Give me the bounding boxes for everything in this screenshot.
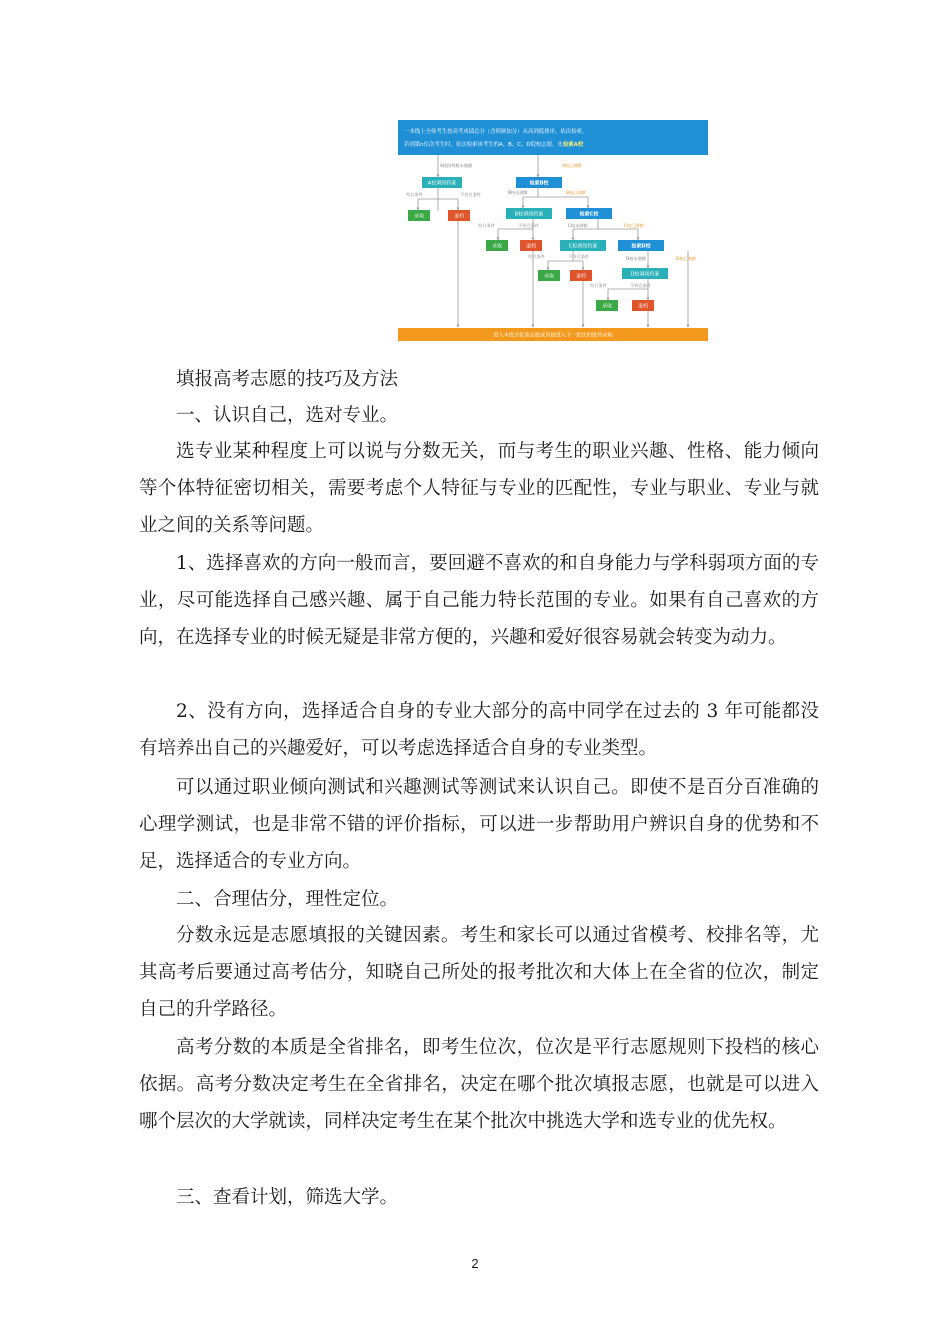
box-search-d-label: 检索D校 (631, 243, 651, 250)
label-a-full: A校已满额 (562, 163, 582, 168)
flow-top-highlight: 检索A校 (562, 142, 584, 148)
flow-bottom-text: 进入本批次征集志愿或直接进入下一批次的投档录取 (493, 332, 613, 339)
box-search-c-label: 检索C校 (579, 211, 599, 218)
label-b-not-meets: 不符合条件 (518, 223, 539, 228)
box-b-reject-label: 退档 (525, 243, 537, 250)
label-c-meets: 符合条件 (528, 254, 545, 259)
box-search-b-label: 检索B校 (529, 180, 549, 187)
box-d-reject-label: 退档 (637, 303, 649, 310)
box-c-reject-label: 退档 (575, 273, 587, 280)
admission-flowchart (398, 117, 711, 341)
flow-top-banner (398, 120, 708, 155)
paragraph-4: 可以通过职业倾向测试和兴趣测试等测试来认识自己。即使不是百分百准确的心理学测试，也是非常不错的评价指标，可以进一步帮助用户辨识自身的优势和不足，选择适合的专业方向。 (139, 777, 819, 872)
section-heading-1: 一、认识自己，选对专业。 (176, 405, 399, 426)
label-a-not-meets: 不符合条件 (460, 192, 481, 197)
paragraph-1: 选专业某种程度上可以说与分数无关，而与考生的职业兴趣、性格、能力倾向等个体特征密切相关，需要考虑个人特征与专业的匹配性，专业与职业、专业与就业之间的关系等问题。 (139, 441, 819, 536)
flow-top-text-1: 一本线上全体考生按高考成绩总分（含照顾加分）从高到低排序，依次检索。 (404, 129, 588, 135)
box-d-admit-label: 录取 (601, 303, 613, 310)
label-d-not-meets: 不符合条件 (630, 283, 651, 288)
box-d-transfer-label: D校调阅档案 (630, 271, 660, 278)
label-d-meets: 符合条件 (590, 283, 607, 288)
paragraph-5: 分数永远是志愿填报的关键因素。考生和家长可以通过省模考、校排名等，尤其高考后要通过高考估分，知晓自己所处的报考批次和大体上在全省的位次，制定自己的升学路径。 (139, 925, 819, 1020)
document-heading: 填报高考志愿的技巧及方法 (176, 369, 399, 390)
page-number: 2 (471, 1256, 479, 1271)
label-b-full: B校已满额 (566, 190, 586, 195)
section-heading-3: 三、查看计划，筛选大学。 (176, 1187, 399, 1208)
label-a-not-full: A校投档数未满额 (440, 163, 473, 168)
box-b-transfer-label: B校调阅档案 (514, 211, 544, 218)
label-c-not-full: C校未满额 (568, 223, 588, 228)
label-b-meets: 符合条件 (478, 223, 495, 228)
flow-top-text-2: 若到第n位次考生时，依次检索该考生的A、B、C、D院校志愿，先检索A校 (404, 142, 584, 148)
label-d-not-full: D校未满额 (626, 256, 646, 261)
label-c-full: C校已满额 (624, 223, 644, 228)
box-a-transfer-label: A校调阅档案 (427, 180, 457, 187)
label-d-full: D校已满额 (676, 256, 696, 261)
label-a-meets: 符合条件 (406, 192, 423, 197)
box-c-admit-label: 录取 (543, 273, 555, 280)
box-c-transfer-label: C校调阅档案 (568, 243, 598, 250)
paragraph-2: 1、选择喜欢的方向一般而言，要回避不喜欢的和自身能力与学科弱项方面的专业，尽可能选择自己感兴趣、属于自己能力特长范围的专业。如果有自己喜欢的方向，在选择专业的时候无疑是非常方便的，兴趣和爱好很容易就会转变为动力。 (139, 553, 819, 648)
box-a-admit-label: 录取 (413, 213, 425, 220)
box-a-reject-label: 退档 (453, 213, 465, 220)
label-c-not-meets: 不符合条件 (568, 254, 589, 259)
box-b-admit-label: 录取 (491, 243, 503, 250)
section-heading-2: 二、合理估分，理性定位。 (176, 889, 399, 910)
paragraph-3: 2、没有方向，选择适合自身的专业大部分的高中同学在过去的 3 年可能都没有培养出自己的兴趣爱好，可以考虑选择适合自身的专业类型。 (139, 701, 819, 759)
paragraph-6: 高考分数的本质是全省排名，即考生位次，位次是平行志愿规则下投档的核心依据。高考分数决定考生在全省排名，决定在哪个批次填报志愿，也就是可以进入哪个层次的大学就读，同样决定考生在某个批次中挑选大学和选专业的优先权。 (139, 1037, 819, 1132)
label-b-not-full: B校未满额 (508, 190, 528, 195)
